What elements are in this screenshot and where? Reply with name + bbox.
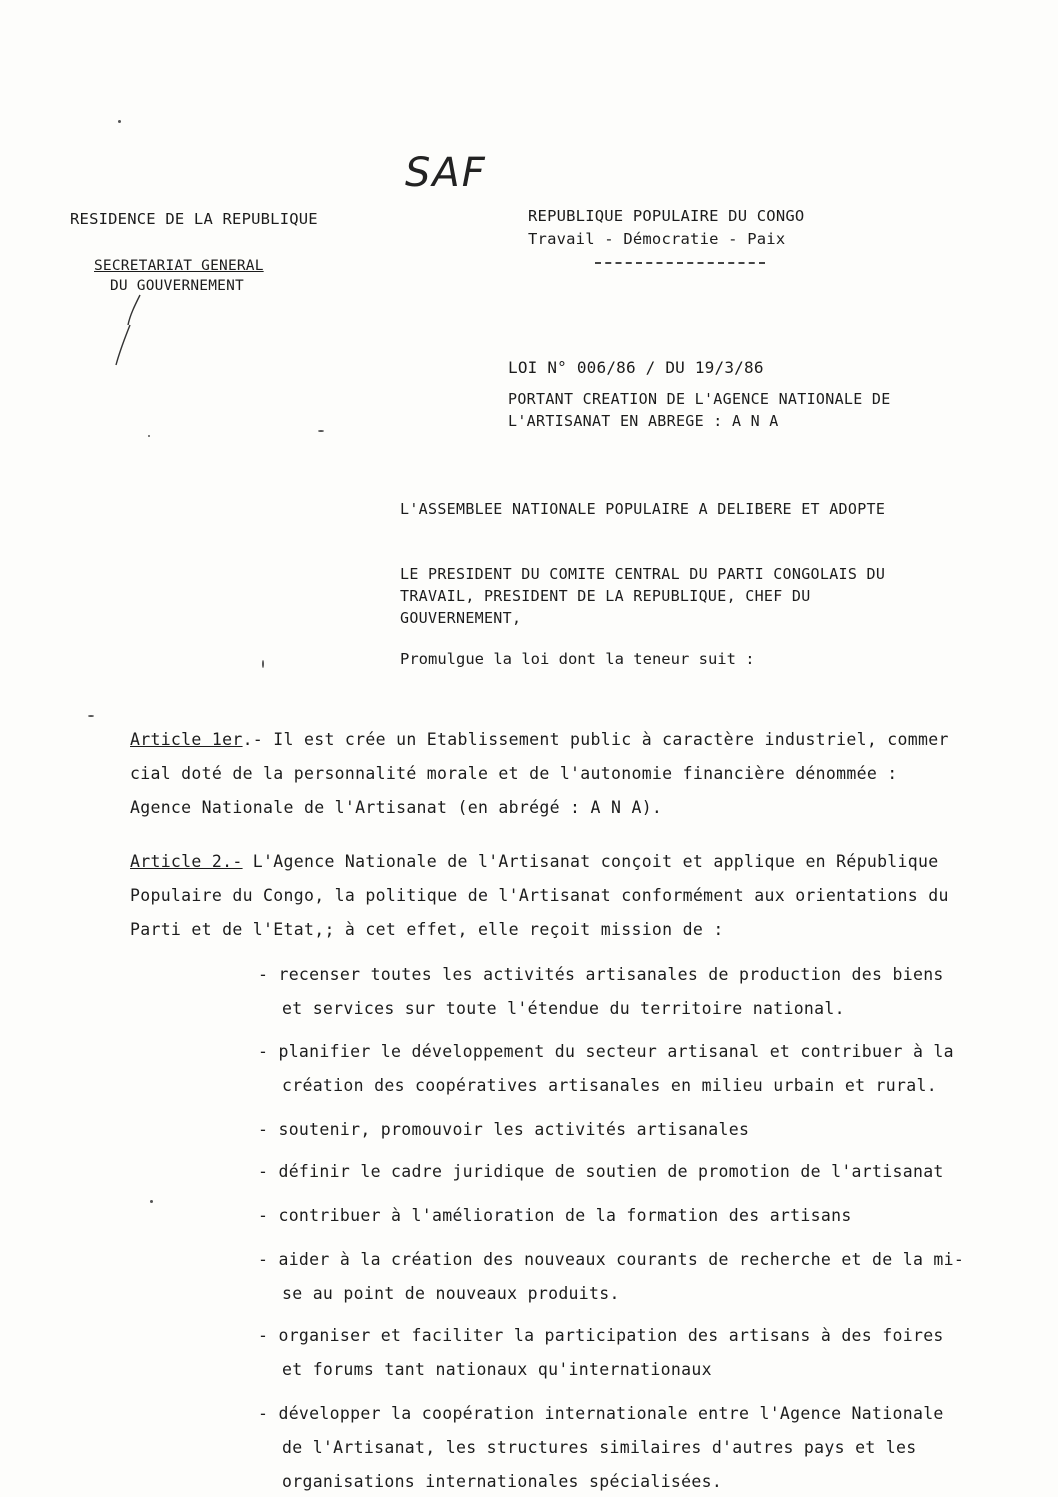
article-2-line-2: Populaire du Congo, la politique de l'Artisanat conformément aux orientations du [130,886,949,905]
law-title-line-2: L'ARTISANAT EN ABREGE : A N A [508,412,779,430]
article-2-line-1 [130,852,938,871]
article-2-line-3: Parti et de l'Etat,; à cet effet, elle reçoit mission de : [130,920,724,939]
article-1-label: Article 1er [130,730,243,749]
mission-item-2-line-2: création des coopératives artisanales en milieu urbain et rural. [282,1076,937,1095]
article-1-line-3: Agence Nationale de l'Artisanat (en abrégé : A N A). [130,798,663,817]
scan-speck [118,120,121,123]
republic-heading: REPUBLIQUE POPULAIRE DU CONGO [528,207,805,225]
assembly-statement: L'ASSEMBLEE NATIONALE POPULAIRE A DELIBERE ET ADOPTE [400,500,886,518]
mission-item-4: - définir le cadre juridique de soutien de promotion de l'artisanat [258,1162,944,1181]
handwritten-initials: SAF [405,150,487,196]
mission-item-3: - soutenir, promouvoir les activités artisanales [258,1120,750,1139]
promulgation-line: Promulgue la loi dont la teneur suit : [400,650,755,668]
motto-divider [595,262,765,264]
article-1-line-1 [130,730,949,749]
mission-item-1-line-2: et services sur toute l'étendue du territoire national. [282,999,845,1018]
scan-speck [262,660,264,668]
mission-item-7-line-1: - organiser et faciliter la participation des artisans à des foires [258,1326,944,1345]
scan-speck [148,435,150,437]
article-2-text: L'Agence Nationale de l'Artisanat conçoit et applique en République [242,852,939,871]
mission-item-2-line-1: - planifier le développement du secteur artisanal et contribuer à la [258,1042,954,1061]
secretariat-heading: SECRETARIAT GENERAL [94,258,264,274]
mission-item-8-line-3: organisations internationales spécialisées. [282,1472,723,1491]
mission-item-5: - contribuer à l'amélioration de la formation des artisans [258,1206,852,1225]
presidency-heading: RESIDENCE DE LA REPUBLIQUE [70,210,318,228]
motto: Travail - Démocratie - Paix [528,230,786,248]
article-1-text: .- Il est crée un Etablissement public à caractère industriel, commer [242,730,949,749]
mission-item-8-line-1: - développer la coopération internationale entre l'Agence Nationale [258,1404,944,1423]
government-heading: DU GOUVERNEMENT [110,278,244,294]
mission-item-6-line-2: se au point de nouveaux produits. [282,1284,620,1303]
president-line-1: LE PRESIDENT DU COMITE CENTRAL DU PARTI CONGOLAIS DU [400,565,886,583]
mission-item-1-line-1: - recenser toutes les activités artisanales de production des biens [258,965,944,984]
president-line-2: TRAVAIL, PRESIDENT DE LA REPUBLIQUE, CHEF DU [400,587,811,605]
scan-speck [88,715,94,717]
president-line-3: GOUVERNEMENT, [400,609,522,627]
article-2-label: Article 2.- [130,852,243,871]
mission-item-6-line-1: - aider à la création des nouveaux courants de recherche et de la mi- [258,1250,965,1269]
mission-item-8-line-2: de l'Artisanat, les structures similaires d'autres pays et les [282,1438,917,1457]
law-number: LOI N° 006/86 / DU 19/3/86 [508,358,764,377]
law-title-line-1: PORTANT CREATION DE L'AGENCE NATIONALE DE [508,390,891,408]
article-1-line-2: cial doté de la personnalité morale et de l'autonomie financière dénommée : [130,764,898,783]
signature-scribble [100,290,160,370]
scan-speck [318,430,324,432]
scan-speck [150,1200,153,1203]
mission-item-7-line-2: et forums tant nationaux qu'internationaux [282,1360,712,1379]
